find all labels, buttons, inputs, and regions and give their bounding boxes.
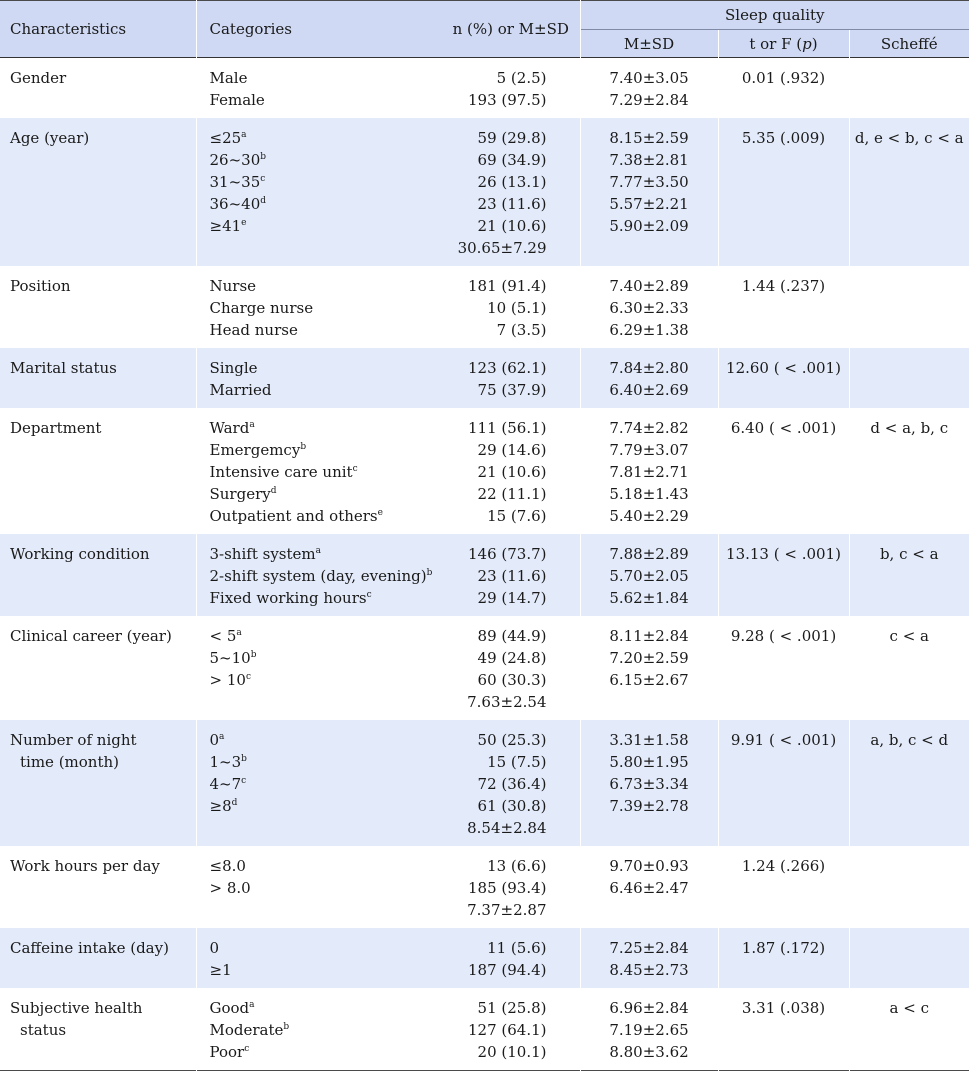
t-f-value: 1.24 (.266) xyxy=(719,855,849,877)
t-f-cell xyxy=(718,928,849,988)
category-superscript: a xyxy=(249,420,254,430)
t-f-value: 12.60 ( < .001) xyxy=(719,357,849,379)
n-percent-value: 127 (64.1) xyxy=(442,1019,547,1041)
n-percent-cell xyxy=(442,118,580,266)
msd-value: 7.81±2.71 xyxy=(581,461,718,483)
table-body xyxy=(0,58,969,1071)
scheffe-cell xyxy=(849,846,969,928)
characteristic-cell xyxy=(0,720,196,846)
category-label xyxy=(210,89,443,111)
msd-value: 6.40±2.69 xyxy=(581,379,718,401)
category-cell xyxy=(196,408,442,534)
category-superscript: b xyxy=(300,442,306,452)
scheffe-value: c < a xyxy=(850,625,969,647)
characteristic-cell xyxy=(0,348,196,408)
category-text: Fixed working hours xyxy=(210,589,367,607)
category-label xyxy=(210,625,443,647)
characteristic-label: Gender xyxy=(10,67,196,89)
category-label xyxy=(210,565,443,587)
msd-value: 5.18±1.43 xyxy=(581,483,718,505)
category-label xyxy=(210,751,443,773)
table-row xyxy=(0,534,969,616)
t-f-cell xyxy=(718,534,849,616)
scheffe-cell xyxy=(849,58,969,119)
category-label xyxy=(210,319,443,341)
n-percent-cell xyxy=(442,616,580,720)
msd-value: 5.57±2.21 xyxy=(581,193,718,215)
n-percent-value: 60 (30.3) xyxy=(442,669,547,691)
t-f-value: 0.01 (.932) xyxy=(719,67,849,89)
scheffe-cell xyxy=(849,616,969,720)
msd-value: 7.79±3.07 xyxy=(581,439,718,461)
characteristic-label: Marital status xyxy=(10,357,196,379)
msd-value: 7.20±2.59 xyxy=(581,647,718,669)
characteristic-cell xyxy=(0,534,196,616)
msd-value: 5.62±1.84 xyxy=(581,587,718,609)
n-percent-value: 7.63±2.54 xyxy=(442,691,547,713)
category-superscript: c xyxy=(367,590,372,600)
category-text: Male xyxy=(210,69,248,87)
n-percent-value: 7 (3.5) xyxy=(442,319,547,341)
category-text: 31~35 xyxy=(210,173,261,191)
table-row xyxy=(0,988,969,1071)
msd-value: 7.84±2.80 xyxy=(581,357,718,379)
msd-cell xyxy=(580,846,718,928)
msd-value: 5.80±1.95 xyxy=(581,751,718,773)
n-percent-value: 29 (14.7) xyxy=(442,587,547,609)
scheffe-value: d < a, b, c xyxy=(850,417,969,439)
category-label xyxy=(210,669,443,691)
characteristic-cell xyxy=(0,58,196,119)
scheffe-value: a < c xyxy=(850,997,969,1019)
scheffe-cell xyxy=(849,408,969,534)
header-p-italic: p xyxy=(802,35,812,53)
scheffe-cell xyxy=(849,720,969,846)
n-percent-value: 23 (11.6) xyxy=(442,565,547,587)
category-label xyxy=(210,543,443,565)
category-text: Ward xyxy=(210,419,250,437)
category-label xyxy=(210,505,443,527)
msd-value: 8.45±2.73 xyxy=(581,959,718,981)
category-cell xyxy=(196,118,442,266)
characteristic-cell xyxy=(0,846,196,928)
n-percent-value: 22 (11.1) xyxy=(442,483,547,505)
category-superscript: a xyxy=(219,732,224,742)
category-text: Good xyxy=(210,999,250,1017)
characteristic-label: status xyxy=(10,1019,196,1041)
t-f-value: 1.44 (.237) xyxy=(719,275,849,297)
msd-value: 8.11±2.84 xyxy=(581,625,718,647)
n-percent-value: 15 (7.5) xyxy=(442,751,547,773)
t-f-cell xyxy=(718,348,849,408)
n-percent-value: 185 (93.4) xyxy=(442,877,547,899)
characteristic-label: Working condition xyxy=(10,543,196,565)
category-text: ≤8.0 xyxy=(210,857,246,875)
category-label xyxy=(210,357,443,379)
category-text: 2-shift system (day, evening) xyxy=(210,567,427,585)
category-text: Outpatient and others xyxy=(210,507,378,525)
category-label xyxy=(210,461,443,483)
msd-value: 8.15±2.59 xyxy=(581,127,718,149)
category-text: 3-shift system xyxy=(210,545,316,563)
msd-value: 7.19±2.65 xyxy=(581,1019,718,1041)
msd-cell xyxy=(580,408,718,534)
characteristic-cell xyxy=(0,928,196,988)
scheffe-cell xyxy=(849,348,969,408)
table-row xyxy=(0,58,969,119)
n-percent-value: 7.37±2.87 xyxy=(442,899,547,921)
characteristic-label: Subjective health xyxy=(10,997,196,1019)
category-cell xyxy=(196,928,442,988)
n-percent-value: 23 (11.6) xyxy=(442,193,547,215)
category-label xyxy=(210,1019,443,1041)
category-cell xyxy=(196,348,442,408)
category-cell xyxy=(196,616,442,720)
category-label xyxy=(210,997,443,1019)
table-row xyxy=(0,616,969,720)
t-f-cell xyxy=(718,266,849,348)
category-superscript: c xyxy=(260,174,265,184)
category-label xyxy=(210,795,443,817)
header-characteristics: Characteristics xyxy=(0,1,196,58)
n-percent-cell xyxy=(442,348,580,408)
n-percent-value: 111 (56.1) xyxy=(442,417,547,439)
n-percent-value: 21 (10.6) xyxy=(442,215,547,237)
n-percent-value: 30.65±7.29 xyxy=(442,237,547,259)
category-superscript: c xyxy=(246,672,251,682)
category-text: Nurse xyxy=(210,277,257,295)
n-percent-value: 193 (97.5) xyxy=(442,89,547,111)
category-cell xyxy=(196,58,442,119)
n-percent-value: 51 (25.8) xyxy=(442,997,547,1019)
category-text: 0 xyxy=(210,939,220,957)
n-percent-value: 10 (5.1) xyxy=(442,297,547,319)
category-label xyxy=(210,587,443,609)
category-superscript: a xyxy=(316,546,321,556)
scheffe-cell xyxy=(849,928,969,988)
table-row xyxy=(0,348,969,408)
header-scheffe: Scheffé xyxy=(849,30,969,58)
characteristic-label: time (month) xyxy=(10,751,196,773)
header-t-or-f-text: t or F ( xyxy=(749,35,802,53)
category-label xyxy=(210,379,443,401)
category-text: ≤25 xyxy=(210,129,242,147)
t-f-value: 9.28 ( < .001) xyxy=(719,625,849,647)
n-percent-cell xyxy=(442,928,580,988)
characteristic-cell xyxy=(0,118,196,266)
category-superscript: a xyxy=(241,130,246,140)
characteristic-label: Clinical career (year) xyxy=(10,625,196,647)
msd-value: 6.15±2.67 xyxy=(581,669,718,691)
category-label xyxy=(210,171,443,193)
scheffe-value xyxy=(850,855,969,877)
t-f-cell xyxy=(718,988,849,1071)
n-percent-value: 59 (29.8) xyxy=(442,127,547,149)
t-f-cell xyxy=(718,58,849,119)
n-percent-value: 29 (14.6) xyxy=(442,439,547,461)
table-row xyxy=(0,720,969,846)
category-label xyxy=(210,729,443,751)
table-row xyxy=(0,118,969,266)
header-close-paren: ) xyxy=(812,35,818,53)
category-label xyxy=(210,193,443,215)
msd-value: 6.29±1.38 xyxy=(581,319,718,341)
characteristic-cell xyxy=(0,988,196,1071)
t-f-value: 1.87 (.172) xyxy=(719,937,849,959)
n-percent-value: 123 (62.1) xyxy=(442,357,547,379)
header-msd: M±SD xyxy=(580,30,718,58)
scheffe-cell xyxy=(849,118,969,266)
category-cell xyxy=(196,720,442,846)
t-f-cell xyxy=(718,720,849,846)
category-text: Head nurse xyxy=(210,321,298,339)
n-percent-value: 13 (6.6) xyxy=(442,855,547,877)
msd-value: 7.74±2.82 xyxy=(581,417,718,439)
n-percent-value: 20 (10.1) xyxy=(442,1041,547,1063)
t-f-value: 3.31 (.038) xyxy=(719,997,849,1019)
category-text: Moderate xyxy=(210,1021,284,1039)
scheffe-value: a, b, c < d xyxy=(850,729,969,751)
n-percent-cell xyxy=(442,988,580,1071)
characteristic-cell xyxy=(0,616,196,720)
category-superscript: b xyxy=(241,754,247,764)
msd-value: 3.31±1.58 xyxy=(581,729,718,751)
msd-cell xyxy=(580,534,718,616)
category-label xyxy=(210,937,443,959)
msd-cell xyxy=(580,720,718,846)
n-percent-value: 187 (94.4) xyxy=(442,959,547,981)
msd-value: 8.80±3.62 xyxy=(581,1041,718,1063)
msd-value: 7.29±2.84 xyxy=(581,89,718,111)
n-percent-cell xyxy=(442,846,580,928)
category-label xyxy=(210,647,443,669)
characteristic-label: Work hours per day xyxy=(10,855,196,877)
scheffe-value: d, e < b, c < a xyxy=(850,127,969,149)
category-text: 5~10 xyxy=(210,649,251,667)
msd-value: 5.40±2.29 xyxy=(581,505,718,527)
msd-value: 9.70±0.93 xyxy=(581,855,718,877)
category-text: 4~7 xyxy=(210,775,242,793)
n-percent-value: 11 (5.6) xyxy=(442,937,547,959)
header-n-percent: n (%) or M±SD xyxy=(442,1,580,58)
category-text: ≥8 xyxy=(210,797,232,815)
n-percent-cell xyxy=(442,266,580,348)
msd-cell xyxy=(580,928,718,988)
category-text: Poor xyxy=(210,1043,245,1061)
t-f-value: 13.13 ( < .001) xyxy=(719,543,849,565)
category-cell xyxy=(196,266,442,348)
category-superscript: d xyxy=(260,196,266,206)
category-superscript: c xyxy=(241,776,246,786)
category-label xyxy=(210,439,443,461)
header-t-or-f xyxy=(718,30,849,58)
category-text: 36~40 xyxy=(210,195,261,213)
table-row xyxy=(0,846,969,928)
msd-value: 7.40±2.89 xyxy=(581,275,718,297)
n-percent-cell xyxy=(442,408,580,534)
t-f-cell xyxy=(718,408,849,534)
scheffe-value xyxy=(850,275,969,297)
scheffe-value xyxy=(850,67,969,89)
category-text: ≥1 xyxy=(210,961,232,979)
category-label xyxy=(210,297,443,319)
scheffe-value xyxy=(850,937,969,959)
n-percent-value: 5 (2.5) xyxy=(442,67,547,89)
characteristic-label: Caffeine intake (day) xyxy=(10,937,196,959)
category-superscript: e xyxy=(378,508,383,518)
t-f-value: 6.40 ( < .001) xyxy=(719,417,849,439)
scheffe-cell xyxy=(849,266,969,348)
scheffe-value: b, c < a xyxy=(850,543,969,565)
n-percent-value: 61 (30.8) xyxy=(442,795,547,817)
n-percent-cell xyxy=(442,534,580,616)
category-superscript: c xyxy=(353,464,358,474)
characteristic-label: Age (year) xyxy=(10,127,196,149)
n-percent-value: 89 (44.9) xyxy=(442,625,547,647)
table-row xyxy=(0,266,969,348)
msd-cell xyxy=(580,988,718,1071)
category-text: 26~30 xyxy=(210,151,261,169)
n-percent-value: 146 (73.7) xyxy=(442,543,547,565)
category-text: Intensive care unit xyxy=(210,463,353,481)
characteristic-cell xyxy=(0,266,196,348)
category-cell xyxy=(196,534,442,616)
category-superscript: b xyxy=(251,650,257,660)
msd-value: 6.30±2.33 xyxy=(581,297,718,319)
category-label xyxy=(210,149,443,171)
characteristic-cell xyxy=(0,408,196,534)
category-superscript: b xyxy=(260,152,266,162)
characteristic-label: Number of night xyxy=(10,729,196,751)
msd-value: 6.46±2.47 xyxy=(581,877,718,899)
t-f-cell xyxy=(718,118,849,266)
t-f-cell xyxy=(718,616,849,720)
category-label xyxy=(210,773,443,795)
msd-cell xyxy=(580,58,718,119)
category-text: > 10 xyxy=(210,671,246,689)
n-percent-value: 72 (36.4) xyxy=(442,773,547,795)
category-text: ≥41 xyxy=(210,217,242,235)
category-cell xyxy=(196,846,442,928)
msd-value: 7.39±2.78 xyxy=(581,795,718,817)
n-percent-value: 26 (13.1) xyxy=(442,171,547,193)
msd-value: 7.77±3.50 xyxy=(581,171,718,193)
n-percent-value: 69 (34.9) xyxy=(442,149,547,171)
category-superscript: d xyxy=(271,486,277,496)
category-label xyxy=(210,215,443,237)
n-percent-cell xyxy=(442,58,580,119)
category-label xyxy=(210,877,443,899)
t-f-value: 9.91 ( < .001) xyxy=(719,729,849,751)
msd-cell xyxy=(580,348,718,408)
msd-value: 7.40±3.05 xyxy=(581,67,718,89)
category-text: Surgery xyxy=(210,485,271,503)
category-superscript: e xyxy=(241,218,246,228)
scheffe-cell xyxy=(849,534,969,616)
scheffe-value xyxy=(850,357,969,379)
category-text: Female xyxy=(210,91,265,109)
category-label xyxy=(210,959,443,981)
category-label xyxy=(210,275,443,297)
category-text: Single xyxy=(210,359,258,377)
t-f-value: 5.35 (.009) xyxy=(719,127,849,149)
msd-cell xyxy=(580,266,718,348)
msd-value: 6.96±2.84 xyxy=(581,997,718,1019)
category-label xyxy=(210,483,443,505)
header-sleep-quality: Sleep quality xyxy=(580,1,969,30)
n-percent-value: 50 (25.3) xyxy=(442,729,547,751)
n-percent-value: 75 (37.9) xyxy=(442,379,547,401)
header-categories: Categories xyxy=(196,1,442,58)
msd-value: 7.38±2.81 xyxy=(581,149,718,171)
category-superscript: c xyxy=(244,1044,249,1054)
t-f-cell xyxy=(718,846,849,928)
category-label xyxy=(210,855,443,877)
msd-cell xyxy=(580,118,718,266)
table-row xyxy=(0,928,969,988)
n-percent-value: 181 (91.4) xyxy=(442,275,547,297)
category-label xyxy=(210,67,443,89)
n-percent-value: 49 (24.8) xyxy=(442,647,547,669)
category-text: 0 xyxy=(210,731,220,749)
n-percent-value: 8.54±2.84 xyxy=(442,817,547,839)
category-text: Married xyxy=(210,381,272,399)
category-superscript: a xyxy=(236,628,241,638)
msd-value: 5.90±2.09 xyxy=(581,215,718,237)
characteristic-label: Position xyxy=(10,275,196,297)
n-percent-value: 21 (10.6) xyxy=(442,461,547,483)
msd-value: 7.25±2.84 xyxy=(581,937,718,959)
category-label xyxy=(210,127,443,149)
category-text: Emergemcy xyxy=(210,441,301,459)
msd-cell xyxy=(580,616,718,720)
msd-value: 5.70±2.05 xyxy=(581,565,718,587)
n-percent-value: 15 (7.6) xyxy=(442,505,547,527)
msd-value: 6.73±3.34 xyxy=(581,773,718,795)
category-label xyxy=(210,417,443,439)
category-text: < 5 xyxy=(210,627,237,645)
category-superscript: b xyxy=(427,568,433,578)
category-superscript: a xyxy=(249,1000,254,1010)
scheffe-cell xyxy=(849,988,969,1071)
category-superscript: d xyxy=(232,798,238,808)
n-percent-cell xyxy=(442,720,580,846)
category-superscript: b xyxy=(283,1022,289,1032)
table-row xyxy=(0,408,969,534)
category-text: > 8.0 xyxy=(210,879,251,897)
characteristic-label: Department xyxy=(10,417,196,439)
msd-value: 7.88±2.89 xyxy=(581,543,718,565)
category-cell xyxy=(196,988,442,1071)
category-text: Charge nurse xyxy=(210,299,314,317)
category-text: 1~3 xyxy=(210,753,242,771)
